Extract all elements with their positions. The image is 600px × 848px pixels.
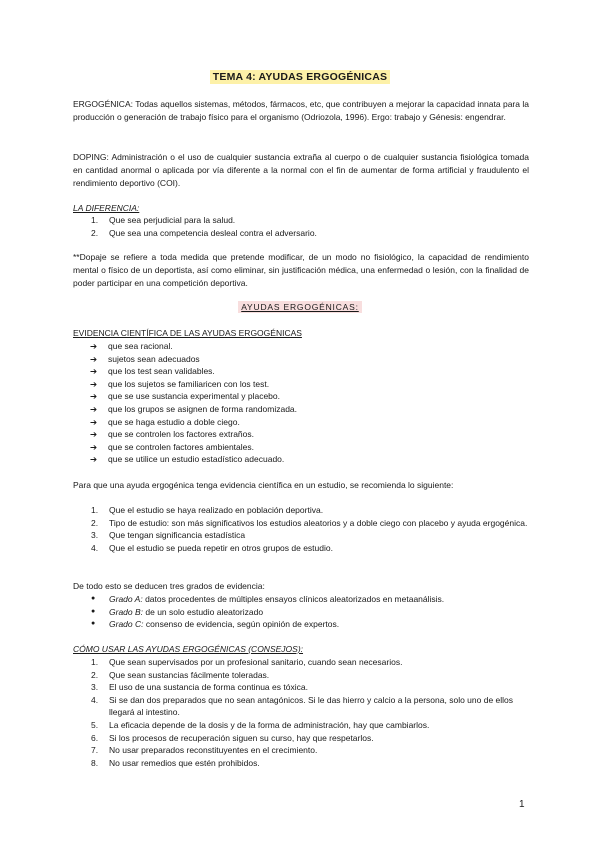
list-item bbox=[91, 732, 531, 745]
section-heading-text: AYUDAS ERGOGÉNICAS: bbox=[238, 301, 362, 313]
list-item-text: que los grupos se asignen de forma randomizada. bbox=[108, 403, 298, 414]
list-item bbox=[91, 606, 531, 619]
list-item-text: Que sean sustancias fácilmente toleradas. bbox=[109, 669, 270, 680]
arrow-icon: ➔ bbox=[90, 454, 98, 465]
dopaje-note: **Dopaje se refiere a toda medida que pretende modificar, de un modo no fisiológico, la capacidad de rendimiento mental o físico de un deportista, así como eliminar, sin justificación médica, una enfermedad o lesión, con la finalidad de poder participar en una competición deportiva. bbox=[73, 252, 529, 288]
list-item-text: que se controlen los factores extraños. bbox=[108, 429, 254, 440]
list-item bbox=[91, 669, 531, 682]
consejos-heading: CÓMO USAR LAS AYUDAS ERGOGÉNICAS (CONSEJOS): bbox=[73, 644, 304, 654]
ergogenica-definition: ERGOGÉNICA: Todas aquellos sistemas, métodos, fármacos, etc, que contribuyen a mejorar la capacidad innata para la producción o generación de trabajo físico para el organismo (Odriozola, 1996). Ergo: trabajo y Génesis: engendrar. bbox=[73, 99, 529, 122]
evidencia-heading: EVIDENCIA CIENTÍFICA DE LAS AYUDAS ERGOGÉNICAS bbox=[73, 328, 302, 338]
list-item bbox=[90, 428, 530, 441]
grado-label: Grado A: bbox=[109, 594, 143, 604]
list-item-text: que los sujetos se familiaricen con los test. bbox=[108, 378, 270, 389]
list-item bbox=[90, 403, 530, 416]
list-item bbox=[91, 656, 531, 669]
arrow-icon: ➔ bbox=[90, 353, 98, 364]
list-item-text: Si se dan dos preparados que no sean antagónicos. Si le das hierro y calcio a la persona, solo uno de ellos llegará al intestino. bbox=[109, 694, 514, 718]
list-item bbox=[91, 757, 531, 770]
list-item-text: No usar preparados reconstituyentes en el crecimiento. bbox=[109, 745, 318, 756]
list-item-text: Que sea una competencia desleal contra el adversario. bbox=[109, 227, 317, 238]
recomienda-intro: Para que una ayuda ergogénica tenga evidencia científica en un estudio, se recomienda lo siguiente: bbox=[73, 480, 454, 490]
arrow-icon: ➔ bbox=[90, 416, 98, 427]
list-marker: 1. bbox=[91, 215, 99, 225]
arrow-icon: ➔ bbox=[90, 366, 98, 377]
list-item-text: El uso de una sustancia de forma continua es tóxica. bbox=[109, 682, 308, 693]
list-item bbox=[91, 593, 531, 606]
list-item bbox=[91, 542, 531, 555]
doping-definition: DOPING: Administración o el uso de cualquier sustancia extraña al cuerpo o de cualquier sustancia fisiológica tomada en cantidad anormal o aplicada por vía diferente a la normal con el fin de aumentar de forma artificial y fraudulento el rendimiento deportivo (COI). bbox=[73, 152, 529, 188]
list-marker: 2. bbox=[91, 227, 99, 238]
list-marker: 6. bbox=[91, 732, 99, 743]
list-marker: 1. bbox=[91, 505, 99, 515]
arrow-icon: ➔ bbox=[90, 391, 98, 402]
list-item bbox=[90, 453, 530, 466]
list-item-text: Que sean supervisados por un profesional sanitario, cuando sean necesarios. bbox=[109, 657, 403, 667]
list-marker: 2. bbox=[91, 669, 99, 680]
list-item-text: Que sea perjudicial para la salud. bbox=[109, 215, 236, 225]
list-item-text: que se use sustancia experimental y placebo. bbox=[108, 391, 280, 402]
list-item bbox=[91, 681, 531, 694]
arrow-icon: ➔ bbox=[90, 378, 98, 389]
list-item-text: que los test sean validables. bbox=[108, 366, 215, 377]
page-title bbox=[0, 71, 600, 83]
list-item-text: La eficacia depende de la dosis y de la forma de administración, hay que cambiarlos. bbox=[109, 719, 430, 730]
grado-label: Grado B: bbox=[109, 606, 144, 617]
consejos-list bbox=[91, 656, 531, 769]
list-item-text: Si los procesos de recuperación siguen su curso, hay que respetarlos. bbox=[109, 732, 374, 743]
grados-list bbox=[91, 593, 531, 631]
list-item bbox=[91, 529, 531, 542]
list-item-text: que se utilice un estudio estadístico adecuado. bbox=[108, 454, 285, 465]
arrow-icon: ➔ bbox=[90, 403, 98, 414]
arrow-icon: ➔ bbox=[90, 429, 98, 440]
list-item-text: que se haga estudio a doble ciego. bbox=[108, 416, 240, 427]
diferencia-heading: LA DIFERENCIA: bbox=[73, 203, 140, 213]
list-marker: 7. bbox=[91, 745, 99, 756]
grado-text: de un solo estudio aleatorizado bbox=[143, 606, 264, 617]
list-item bbox=[91, 744, 531, 757]
list-item-text: que sea racional. bbox=[108, 341, 173, 351]
list-item-text: Que tengan significancia estadística bbox=[109, 530, 246, 541]
list-item-text: sujetos sean adecuados bbox=[108, 353, 200, 364]
grado-text: consenso de evidencia, según opinión de expertos. bbox=[143, 619, 340, 630]
page-title-text: TEMA 4: AYUDAS ERGOGÉNICAS bbox=[210, 70, 390, 84]
list-item-text: Que el estudio se haya realizado en población deportiva. bbox=[109, 505, 324, 515]
diferencia-list bbox=[91, 214, 531, 239]
list-marker: 4. bbox=[91, 694, 99, 705]
list-marker: 3. bbox=[91, 682, 99, 693]
list-item bbox=[90, 353, 530, 366]
evidencia-list bbox=[90, 340, 530, 466]
arrow-icon: ➔ bbox=[90, 441, 98, 452]
list-marker: 3. bbox=[91, 530, 99, 541]
bullet-icon: ● bbox=[91, 607, 96, 615]
grado-label: Grado C: bbox=[109, 619, 144, 630]
list-item-text: No usar remedios que estén prohibidos. bbox=[109, 757, 260, 768]
list-item bbox=[90, 365, 530, 378]
list-item bbox=[90, 340, 530, 353]
recomienda-list bbox=[91, 504, 531, 554]
list-item bbox=[91, 618, 531, 631]
list-item-text: Que el estudio se pueda repetir en otros grupos de estudio. bbox=[109, 542, 333, 553]
list-marker: 4. bbox=[91, 542, 99, 553]
list-item bbox=[90, 390, 530, 403]
grado-text: datos procedentes de múltiples ensayos clínicos aleatorizados en metaanálisis. bbox=[142, 594, 445, 604]
list-item bbox=[91, 719, 531, 732]
list-item bbox=[90, 441, 530, 454]
bullet-icon: ● bbox=[91, 620, 96, 628]
list-marker: 1. bbox=[91, 657, 99, 667]
list-marker: 8. bbox=[91, 757, 99, 768]
list-item bbox=[91, 227, 531, 240]
list-marker: 2. bbox=[91, 517, 99, 528]
grados-intro: De todo esto se deducen tres grados de evidencia: bbox=[73, 581, 265, 591]
bullet-icon: ● bbox=[91, 595, 96, 602]
page-number: 1 bbox=[519, 799, 525, 810]
list-item-text: que se controlen factores ambientales. bbox=[108, 441, 255, 452]
list-marker: 5. bbox=[91, 719, 99, 730]
list-item bbox=[91, 517, 531, 530]
list-item bbox=[91, 214, 531, 227]
list-item bbox=[91, 694, 531, 719]
list-item bbox=[90, 378, 530, 391]
arrow-icon: ➔ bbox=[90, 341, 98, 351]
list-item bbox=[90, 416, 530, 429]
list-item bbox=[91, 504, 531, 517]
section-heading bbox=[0, 302, 600, 312]
list-item-text: Tipo de estudio: son más significativos los estudios aleatorios y a doble ciego con placebo y ayuda ergogénica. bbox=[109, 517, 528, 528]
